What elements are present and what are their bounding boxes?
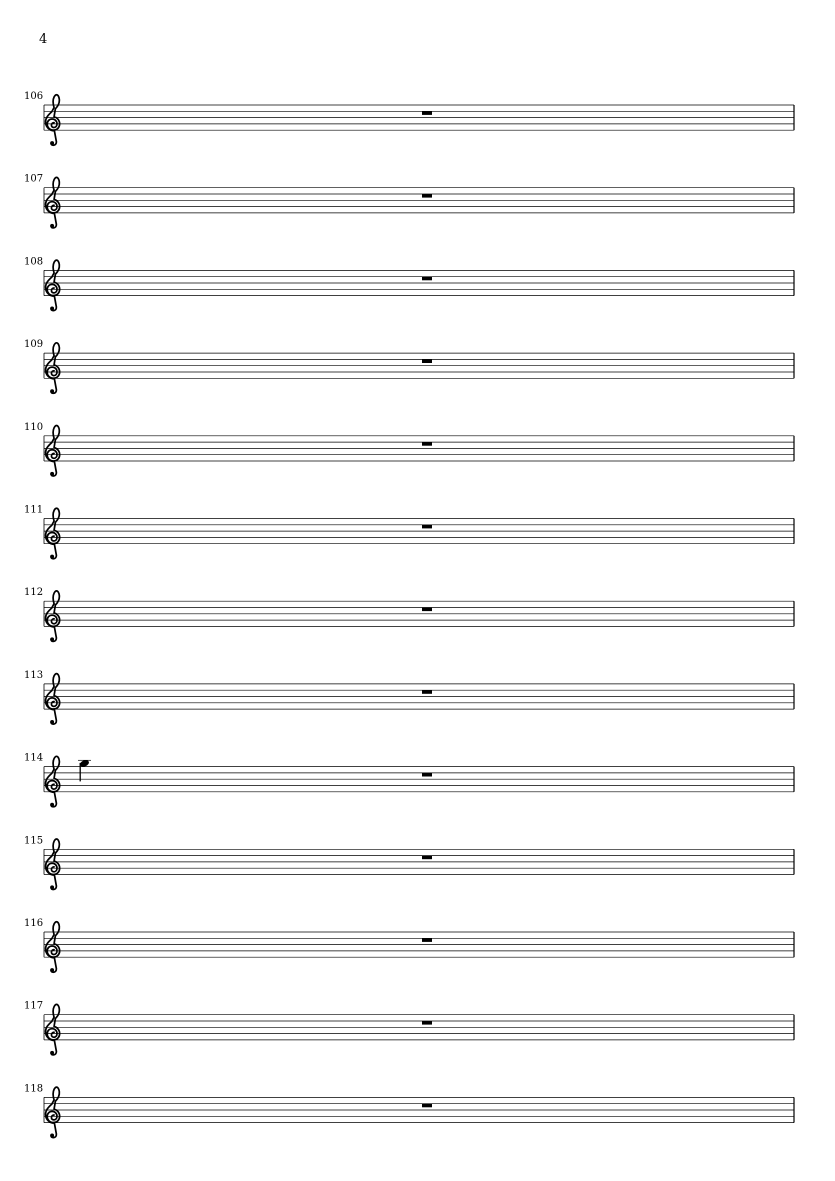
treble-clef-icon — [46, 922, 60, 973]
whole-rest — [422, 194, 432, 198]
quarter-note — [78, 759, 91, 782]
measure-number: 110 — [24, 421, 44, 433]
page-number: 4 — [39, 32, 48, 47]
treble-clef-icon — [46, 260, 60, 311]
treble-clef-icon — [46, 508, 60, 559]
staff-system — [24, 587, 794, 641]
staff-system — [24, 505, 794, 559]
treble-clef-icon — [46, 756, 60, 807]
measure-number: 107 — [24, 173, 44, 185]
measure-number: 118 — [24, 1083, 44, 1095]
measure-number: 114 — [24, 752, 44, 764]
treble-clef-icon — [46, 177, 60, 228]
measure-number: 113 — [24, 669, 44, 681]
whole-rest — [422, 525, 432, 529]
whole-rest — [422, 111, 432, 115]
staff-system — [24, 1001, 794, 1055]
measure-number: 109 — [24, 339, 44, 351]
measure-number: 108 — [24, 256, 44, 268]
staff-system — [24, 1083, 794, 1137]
staff-system — [24, 753, 794, 807]
staff-system — [24, 256, 794, 310]
staff-system — [24, 91, 794, 145]
treble-clef-icon — [46, 426, 60, 477]
staff-system — [24, 174, 794, 228]
treble-clef-icon — [46, 674, 60, 725]
whole-rest — [422, 856, 432, 860]
whole-rest — [422, 938, 432, 942]
whole-rest — [422, 773, 432, 777]
whole-rest — [422, 277, 432, 281]
whole-rest — [422, 1021, 432, 1025]
staff-system — [24, 835, 794, 889]
treble-clef-icon — [46, 591, 60, 642]
staff-system — [24, 422, 794, 476]
treble-clef-icon — [46, 343, 60, 394]
measure-number: 115 — [24, 835, 44, 847]
measure-number: 116 — [24, 918, 44, 929]
whole-rest — [422, 690, 432, 694]
whole-rest — [422, 442, 432, 446]
treble-clef-icon — [46, 95, 60, 146]
measure-number: 112 — [24, 587, 44, 599]
measure-number: 117 — [24, 1000, 44, 1012]
whole-rest — [422, 359, 432, 363]
staff-system — [24, 670, 794, 724]
staff-system — [24, 918, 794, 972]
treble-clef-icon — [46, 1004, 60, 1055]
treble-clef-icon — [46, 1087, 60, 1138]
measure-number: 106 — [24, 91, 44, 102]
staff-system — [24, 339, 794, 393]
whole-rest — [422, 1104, 432, 1108]
measure-number: 111 — [24, 504, 44, 516]
whole-rest — [422, 608, 432, 612]
treble-clef-icon — [46, 839, 60, 890]
